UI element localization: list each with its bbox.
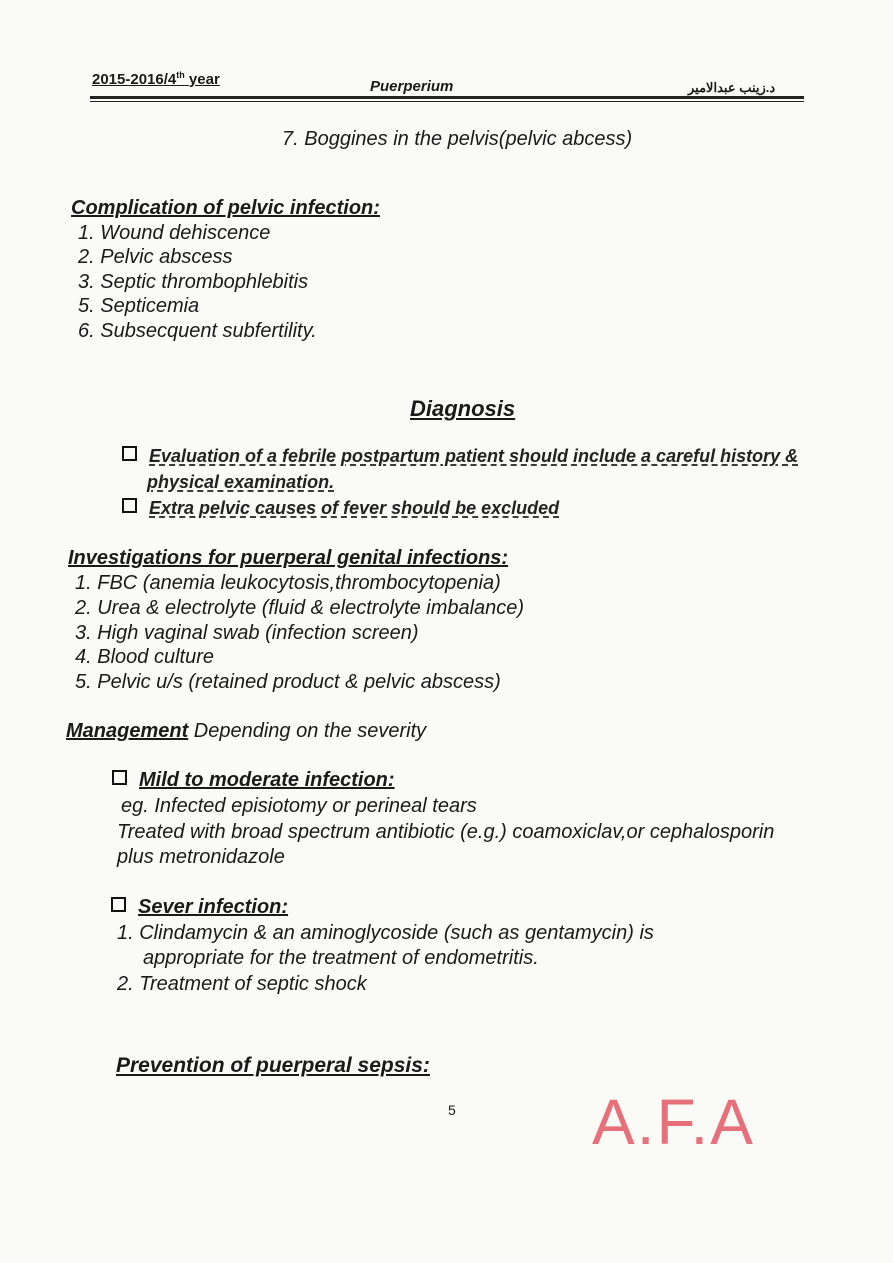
checkbox-square-icon	[112, 770, 127, 785]
complication-item: 5. Septicemia	[78, 295, 200, 317]
header-title: Puerperium	[370, 78, 454, 95]
investigation-item: 4. Blood culture	[75, 646, 214, 668]
management-text: Depending on the severity	[188, 720, 427, 742]
mild-line: Treated with broad spectrum antibiotic (e.g.) coamoxiclav,or cephalosporin	[117, 821, 775, 843]
investigation-item: 3. High vaginal swab (infection screen)	[75, 622, 419, 644]
grade-number: 4	[167, 71, 177, 88]
header-rule-thick	[90, 96, 804, 99]
diagnosis-heading: Diagnosis	[410, 396, 516, 421]
investigation-item: 2. Urea & electrolyte (fluid & electrolyte imbalance)	[75, 597, 525, 619]
diagnosis-bullet-text: Evaluation of a febrile postpartum patient should include a careful history &	[149, 446, 799, 466]
complication-item: 3. Septic thrombophlebitis	[78, 271, 309, 293]
complication-item: 2. Pelvic abscess	[78, 246, 233, 268]
header-rule-thin	[90, 101, 804, 102]
management-line	[66, 720, 426, 743]
checkbox-square-icon	[111, 897, 126, 912]
investigation-item: 1. FBC (anemia leukocytosis,thrombocytopenia)	[75, 572, 501, 594]
top-item: 7. Boggines in the pelvis(pelvic abcess)	[282, 128, 633, 150]
complication-item: 6. Subsecquent subfertility.	[78, 320, 317, 342]
grade-superscript: th	[176, 70, 185, 80]
severe-line: 2. Treatment of septic shock	[117, 973, 367, 995]
header-year: 2015-2016/4th year	[92, 70, 220, 88]
diagnosis-bullet-continuation: physical examination.	[147, 472, 335, 492]
complication-heading: Complication of pelvic infection:	[71, 197, 380, 219]
mild-line: plus metronidazole	[117, 846, 285, 868]
grade-word: year	[188, 71, 220, 88]
investigations-heading: Investigations for puerperal genital infections:	[68, 547, 509, 569]
investigation-item: 5. Pelvic u/s (retained product & pelvic abscess)	[75, 671, 501, 693]
severe-heading: Sever infection:	[138, 896, 289, 918]
diagnosis-bullet	[122, 446, 798, 467]
page-number: 5	[448, 1102, 456, 1118]
header-author: د.زينب عبدالامير	[688, 80, 776, 95]
diagnosis-bullet-text: Extra pelvic causes of fever should be excluded	[149, 498, 560, 518]
checkbox-square-icon	[122, 498, 137, 513]
prevention-heading: Prevention of puerperal sepsis:	[116, 1054, 430, 1077]
year-text: 2015-2016	[92, 71, 164, 88]
severe-line: 1. Clindamycin & an aminoglycoside (such as gentamycin) is	[117, 922, 654, 944]
severe-line: appropriate for the treatment of endometritis.	[143, 947, 539, 969]
watermark: A.F.A	[592, 1086, 755, 1158]
checkbox-square-icon	[122, 446, 137, 461]
severe-heading-row	[111, 896, 288, 919]
mild-heading: Mild to moderate infection:	[139, 769, 395, 791]
diagnosis-bullet	[122, 498, 559, 519]
complication-item: 1. Wound dehiscence	[78, 222, 271, 244]
mild-line: eg. Infected episiotomy or perineal tears	[121, 795, 477, 817]
mild-heading-row	[112, 769, 395, 792]
management-heading: Management	[66, 720, 189, 742]
